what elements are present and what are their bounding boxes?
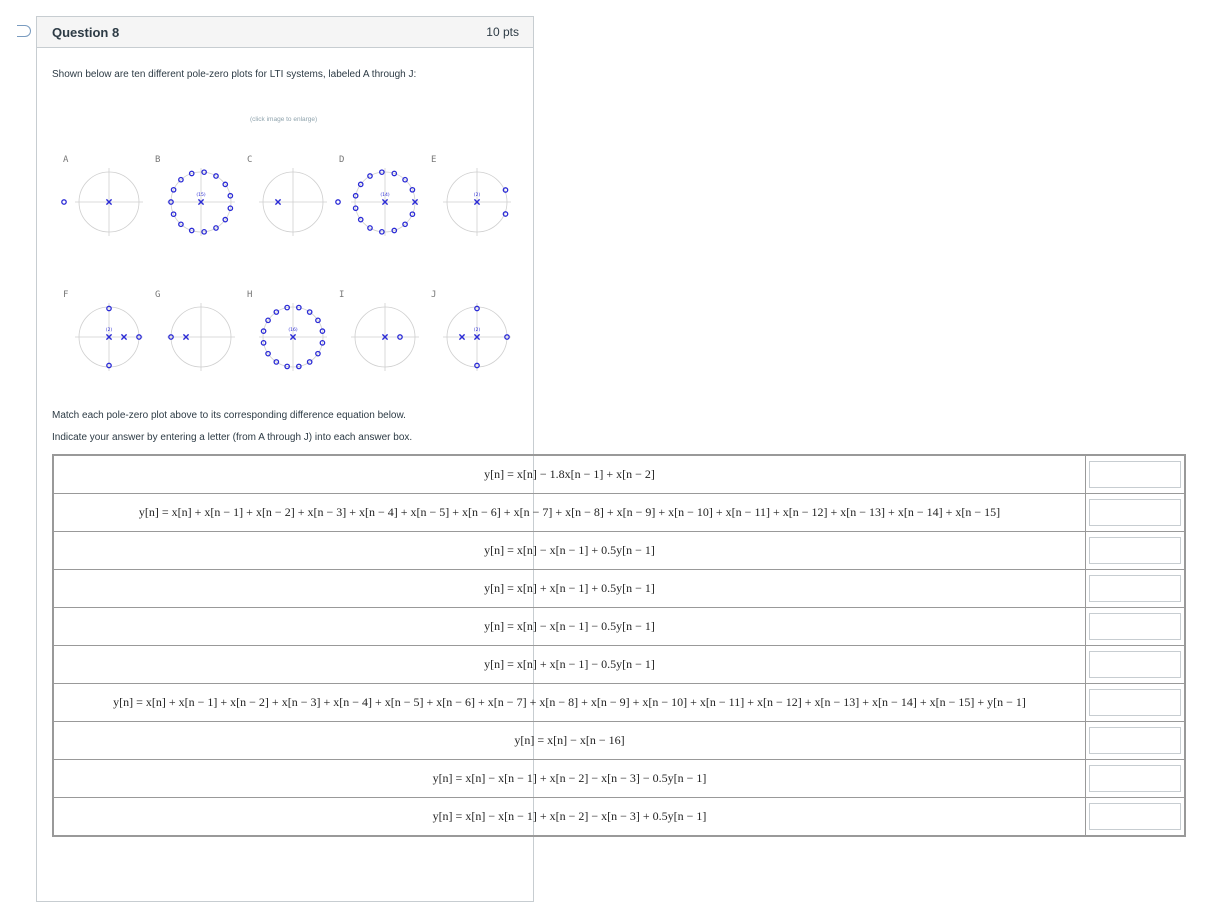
difference-equation: y[n] = x[n] − x[n − 1] + 0.5y[n − 1] [53, 532, 1086, 570]
pole-zero-diagram [339, 158, 419, 238]
multiplicity-label: (2) [105, 328, 113, 333]
pole-zero-plot[interactable] [339, 155, 419, 238]
pole-zero-plot[interactable] [247, 155, 327, 238]
answer-input[interactable] [1089, 461, 1181, 488]
difference-equation: y[n] = x[n] + x[n − 1] − 0.5y[n − 1] [53, 646, 1086, 684]
equation-row [53, 532, 1185, 570]
equations-table [52, 454, 1186, 837]
equation-row [53, 455, 1185, 494]
answer-cell [1086, 570, 1186, 608]
answer-cell [1086, 760, 1186, 798]
plot-label: C [247, 155, 253, 165]
pole-zero-plot[interactable] [431, 155, 511, 238]
enlarge-hint[interactable]: (click image to enlarge) [250, 116, 318, 123]
equation-row [53, 570, 1185, 608]
difference-equation: y[n] = x[n] + x[n − 1] + x[n − 2] + x[n − 3] + x[n − 4] + x[n − 5] + x[n − 6] + x[n − 7] + x[n − 8] + x[n − 9] + x[n − 10] + x[n − 11] + x[n − 12] + x[n − 13] + x[n − 14] + x[n − 15] + y[n − 1] [53, 684, 1086, 722]
equation-row [53, 608, 1185, 646]
equation-row [53, 798, 1185, 837]
difference-equation: y[n] = x[n] − x[n − 1] − 0.5y[n − 1] [53, 608, 1086, 646]
multiplicity-label: (14) [380, 193, 390, 198]
question-title: Question 8 [52, 24, 120, 40]
question-intro: Shown below are ten different pole-zero plots for LTI systems, labeled A through J: [52, 69, 417, 80]
pole-zero-diagram [63, 158, 143, 238]
zero-marker [62, 200, 66, 204]
pole-zero-diagram [431, 158, 511, 238]
plot-label: G [155, 290, 161, 300]
pole-zero-diagram [155, 158, 235, 238]
equation-row [53, 684, 1185, 722]
answer-cell [1086, 798, 1186, 837]
plot-label: E [431, 155, 437, 165]
answer-instruction: Indicate your answer by entering a letter (from A through J) into each answer box. [52, 432, 413, 443]
plot-label: D [339, 155, 345, 165]
multiplicity-label: (15) [196, 193, 206, 198]
match-instruction: Match each pole-zero plot above to its corresponding difference equation below. [52, 410, 406, 421]
question-points: 10 pts [486, 25, 519, 39]
multiplicity-label: (2) [473, 193, 481, 198]
difference-equation: y[n] = x[n] + x[n − 1] + 0.5y[n − 1] [53, 570, 1086, 608]
pole-zero-diagram [247, 293, 327, 373]
pole-zero-plot[interactable] [63, 155, 143, 238]
plot-label: A [63, 155, 69, 165]
answer-input[interactable] [1089, 651, 1181, 678]
pole-zero-plot[interactable] [63, 290, 143, 373]
difference-equation: y[n] = x[n] − 1.8x[n − 1] + x[n − 2] [53, 455, 1086, 494]
flag-question-icon[interactable] [17, 25, 31, 37]
plot-label: J [431, 290, 437, 300]
answer-input[interactable] [1089, 575, 1181, 602]
difference-equation: y[n] = x[n] + x[n − 1] + x[n − 2] + x[n − 3] + x[n − 4] + x[n − 5] + x[n − 6] + x[n − 7] + x[n − 8] + x[n − 9] + x[n − 10] + x[n − 11] + x[n − 12] + x[n − 13] + x[n − 14] + x[n − 15] [53, 494, 1086, 532]
pole-zero-plot[interactable] [155, 290, 235, 373]
equation-row [53, 646, 1185, 684]
answer-cell [1086, 455, 1186, 494]
answer-cell [1086, 646, 1186, 684]
pole-zero-diagram [155, 293, 235, 373]
answer-input[interactable] [1089, 537, 1181, 564]
pole-zero-plot[interactable] [247, 290, 327, 373]
difference-equation: y[n] = x[n] − x[n − 1] + x[n − 2] − x[n − 3] + 0.5y[n − 1] [53, 798, 1086, 837]
answer-input[interactable] [1089, 689, 1181, 716]
pole-zero-diagram [63, 293, 143, 373]
question-header [37, 17, 533, 48]
multiplicity-label: (2) [473, 328, 481, 333]
answer-input[interactable] [1089, 613, 1181, 640]
pole-zero-diagram [431, 293, 511, 373]
pole-zero-diagram [339, 293, 419, 373]
pole-zero-plot[interactable] [431, 290, 511, 373]
pole-zero-diagram [247, 158, 327, 238]
answer-input[interactable] [1089, 727, 1181, 754]
answer-cell [1086, 608, 1186, 646]
pole-zero-plot[interactable] [155, 155, 235, 238]
answer-input[interactable] [1089, 803, 1181, 830]
equation-row [53, 722, 1185, 760]
answer-cell [1086, 684, 1186, 722]
answer-cell [1086, 722, 1186, 760]
answer-input[interactable] [1089, 499, 1181, 526]
answer-cell [1086, 494, 1186, 532]
plot-label: I [339, 290, 345, 300]
plot-label: F [63, 290, 69, 300]
multiplicity-label: (16) [288, 328, 298, 333]
answer-input[interactable] [1089, 765, 1181, 792]
pole-zero-plot[interactable] [339, 290, 419, 373]
difference-equation: y[n] = x[n] − x[n − 1] + x[n − 2] − x[n − 3] − 0.5y[n − 1] [53, 760, 1086, 798]
equation-row [53, 760, 1185, 798]
difference-equation: y[n] = x[n] − x[n − 16] [53, 722, 1086, 760]
answer-cell [1086, 532, 1186, 570]
plot-label: B [155, 155, 161, 165]
equation-row [53, 494, 1185, 532]
plot-label: H [247, 290, 253, 300]
